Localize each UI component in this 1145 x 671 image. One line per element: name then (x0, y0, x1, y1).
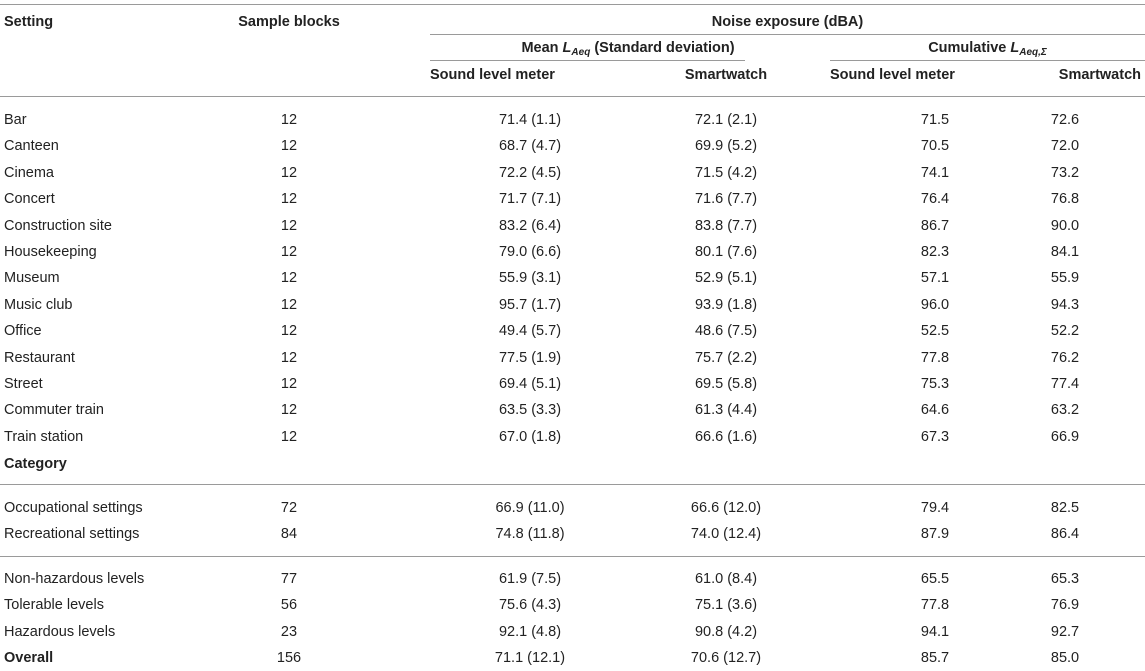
cell-mean-smartwatch: 75.1 (3.6) (694, 597, 758, 614)
category-rule (0, 484, 1145, 485)
cell-sample-blocks: 12 (280, 112, 298, 128)
cell-cumulative-slm: 71.5 (920, 112, 950, 128)
cell-sample-blocks: 156 (276, 650, 302, 666)
cell-cumulative-slm: 64.6 (920, 402, 950, 419)
cell-mean-smartwatch: 61.3 (4.4) (694, 402, 758, 419)
cell-cumulative-slm: 52.5 (920, 323, 950, 340)
cell-sample-blocks: 12 (280, 323, 298, 340)
table-row (0, 345, 1145, 371)
cell-mean-smartwatch: 69.5 (5.8) (694, 376, 758, 392)
cell-mean-slm: 92.1 (4.8) (498, 623, 562, 640)
cell-sample-blocks: 84 (280, 526, 298, 543)
table-row (0, 371, 1145, 397)
levels-rule (0, 556, 1145, 557)
cell-mean-slm: 66.9 (11.0) (495, 500, 565, 516)
cell-mean-smartwatch: 83.8 (7.7) (694, 217, 758, 234)
cell-mean-smartwatch: 75.7 (2.2) (694, 349, 758, 366)
table-row (0, 521, 1145, 547)
cell-mean-smartwatch: 66.6 (12.0) (690, 500, 762, 516)
cell-mean-slm: 74.8 (11.8) (495, 526, 565, 543)
cell-sample-blocks: 72 (280, 500, 298, 516)
cell-cumulative-slm: 77.8 (920, 597, 950, 614)
table-row (0, 265, 1145, 291)
cell-mean-smartwatch: 61.0 (8.4) (694, 571, 758, 587)
table-row (0, 495, 1145, 521)
cell-setting: Tolerable levels (4, 597, 104, 614)
cell-mean-slm: 71.7 (7.1) (498, 191, 562, 208)
cell-setting: Recreational settings (4, 526, 140, 543)
cell-mean-slm: 95.7 (1.7) (498, 296, 562, 313)
cell-mean-smartwatch: 69.9 (5.2) (694, 138, 758, 155)
cell-cumulative-smartwatch: 76.8 (1050, 191, 1080, 208)
cell-mean-slm: 63.5 (3.3) (498, 402, 562, 419)
cell-mean-smartwatch: 80.1 (7.6) (694, 244, 758, 260)
cell-cumulative-slm: 86.7 (920, 217, 950, 234)
cell-mean-slm: 77.5 (1.9) (498, 349, 562, 366)
cell-setting: Non-hazardous levels (4, 571, 145, 587)
cell-cumulative-slm: 57.1 (920, 270, 950, 287)
cell-cumulative-slm: 65.5 (920, 571, 950, 587)
header-sample-blocks: Sample blocks (238, 14, 340, 30)
cell-setting: Construction site (4, 217, 112, 234)
noise-exposure-rule (430, 34, 1145, 35)
category-heading-row (0, 451, 1145, 477)
cell-cumulative-slm: 82.3 (920, 244, 950, 260)
cell-mean-smartwatch: 48.6 (7.5) (694, 323, 758, 340)
cell-cumulative-smartwatch: 55.9 (1050, 270, 1080, 287)
cell-cumulative-smartwatch: 86.4 (1050, 526, 1080, 543)
cell-cumulative-slm: 79.4 (920, 500, 950, 516)
cell-mean-slm: 72.2 (4.5) (498, 164, 562, 181)
cell-cumulative-smartwatch: 76.2 (1050, 349, 1080, 366)
table-row (0, 397, 1145, 423)
cell-setting: Museum (4, 270, 60, 287)
cell-mean-smartwatch: 71.5 (4.2) (694, 164, 758, 181)
cell-cumulative-slm: 70.5 (920, 138, 950, 155)
cell-sample-blocks: 12 (280, 428, 298, 445)
table-row (0, 213, 1145, 239)
category-heading: Category (4, 456, 67, 472)
cell-cumulative-smartwatch: 65.3 (1050, 571, 1080, 587)
cell-sample-blocks: 12 (280, 138, 298, 155)
cell-setting: Office (4, 323, 42, 340)
cell-setting: Commuter train (4, 402, 104, 419)
table-row (0, 133, 1145, 159)
header-bottom-rule (0, 96, 1145, 97)
cell-mean-slm: 83.2 (6.4) (498, 217, 562, 234)
table-row (0, 424, 1145, 450)
cell-setting: Housekeeping (4, 244, 97, 260)
table-row (0, 160, 1145, 186)
cell-mean-slm: 71.4 (1.1) (498, 112, 562, 128)
cell-setting: Restaurant (4, 349, 75, 366)
cell-mean-smartwatch: 90.8 (4.2) (694, 623, 758, 640)
cell-cumulative-slm: 85.7 (920, 650, 950, 666)
cell-cumulative-slm: 74.1 (920, 164, 950, 181)
cell-cumulative-smartwatch: 94.3 (1050, 296, 1080, 313)
cell-cumulative-smartwatch: 77.4 (1050, 376, 1080, 392)
cell-mean-smartwatch: 93.9 (1.8) (694, 296, 758, 313)
header-smartwatch-mean: Smartwatch (684, 67, 768, 83)
header-slm-cumulative: Sound level meter (830, 67, 955, 83)
cell-mean-smartwatch: 74.0 (12.4) (690, 526, 762, 543)
cell-sample-blocks: 23 (280, 623, 298, 640)
cell-setting: Street (4, 376, 43, 392)
cell-sample-blocks: 12 (280, 376, 298, 392)
cell-cumulative-smartwatch: 85.0 (1050, 650, 1080, 666)
cell-cumulative-slm: 67.3 (920, 428, 950, 445)
cell-mean-smartwatch: 71.6 (7.7) (694, 191, 758, 208)
overall-row (0, 645, 1145, 671)
cell-mean-slm: 68.7 (4.7) (498, 138, 562, 155)
cell-cumulative-smartwatch: 82.5 (1050, 500, 1080, 516)
cell-mean-slm: 75.6 (4.3) (498, 597, 562, 614)
cell-setting: Hazardous levels (4, 623, 116, 640)
top-rule (0, 4, 1145, 5)
cell-cumulative-slm: 77.8 (920, 349, 950, 366)
header-mean-laeq: Mean $L_{Aeq}$ (Standard deviation) (521, 40, 735, 58)
cell-cumulative-slm: 75.3 (920, 376, 950, 392)
cell-cumulative-smartwatch: 76.9 (1050, 597, 1080, 614)
cell-mean-slm: 67.0 (1.8) (498, 428, 562, 445)
cumulative-subheader-rule (830, 60, 1145, 61)
cell-mean-smartwatch: 72.1 (2.1) (694, 112, 758, 128)
cell-sample-blocks: 12 (280, 296, 298, 313)
header-slm-mean: Sound level meter (430, 67, 555, 83)
table-row (0, 619, 1145, 645)
cell-setting: Concert (4, 191, 55, 208)
cell-mean-smartwatch: 66.6 (1.6) (694, 428, 758, 445)
cell-setting: Canteen (4, 138, 59, 155)
table-row (0, 186, 1145, 212)
cell-sample-blocks: 77 (280, 571, 298, 587)
cell-sample-blocks: 12 (280, 191, 298, 208)
cell-mean-smartwatch: 52.9 (5.1) (694, 270, 758, 287)
table-row (0, 592, 1145, 618)
cell-setting: Cinema (4, 164, 54, 181)
cell-cumulative-smartwatch: 84.1 (1050, 244, 1080, 260)
cell-sample-blocks: 12 (280, 217, 298, 234)
cell-cumulative-smartwatch: 72.0 (1050, 138, 1080, 155)
cell-cumulative-smartwatch: 73.2 (1050, 164, 1080, 181)
cell-cumulative-smartwatch: 66.9 (1050, 428, 1080, 445)
cell-mean-slm: 49.4 (5.7) (498, 323, 562, 340)
cell-mean-smartwatch: 70.6 (12.7) (690, 650, 762, 666)
cell-mean-slm: 61.9 (7.5) (498, 571, 562, 587)
cell-cumulative-smartwatch: 52.2 (1050, 323, 1080, 340)
cell-cumulative-smartwatch: 63.2 (1050, 402, 1080, 419)
mean-subheader-rule (430, 60, 745, 61)
cell-cumulative-smartwatch: 92.7 (1050, 623, 1080, 640)
cell-cumulative-slm: 94.1 (920, 623, 950, 640)
cell-setting: Bar (4, 112, 27, 128)
cell-sample-blocks: 12 (280, 349, 298, 366)
header-cumulative-laeq: Cumulative $L_{Aeq,\Sigma}$ (928, 40, 1047, 58)
cell-cumulative-slm: 76.4 (920, 191, 950, 208)
table-row (0, 107, 1145, 133)
header-smartwatch-cumulative: Smartwatch (1058, 67, 1141, 83)
cell-mean-slm: 71.1 (12.1) (494, 650, 566, 666)
cell-cumulative-smartwatch: 90.0 (1050, 217, 1080, 234)
cell-setting: Overall (4, 650, 54, 666)
cell-cumulative-slm: 96.0 (920, 296, 950, 313)
cell-setting: Occupational settings (4, 500, 143, 516)
header-noise-exposure: Noise exposure (dBA) (711, 14, 864, 30)
cell-setting: Train station (4, 428, 84, 445)
cell-mean-slm: 79.0 (6.6) (498, 244, 562, 260)
cell-sample-blocks: 12 (280, 244, 298, 260)
table-row (0, 566, 1145, 592)
header-setting: Setting (4, 14, 54, 30)
cell-sample-blocks: 56 (280, 597, 298, 614)
cell-sample-blocks: 12 (280, 270, 298, 287)
cell-sample-blocks: 12 (280, 402, 298, 419)
table-row (0, 318, 1145, 344)
cell-cumulative-slm: 87.9 (920, 526, 950, 543)
cell-sample-blocks: 12 (280, 164, 298, 181)
table-row (0, 239, 1145, 265)
cell-mean-slm: 55.9 (3.1) (498, 270, 562, 287)
cell-mean-slm: 69.4 (5.1) (498, 376, 562, 392)
cell-cumulative-smartwatch: 72.6 (1050, 112, 1080, 128)
cell-setting: Music club (4, 296, 73, 313)
table-row (0, 292, 1145, 318)
